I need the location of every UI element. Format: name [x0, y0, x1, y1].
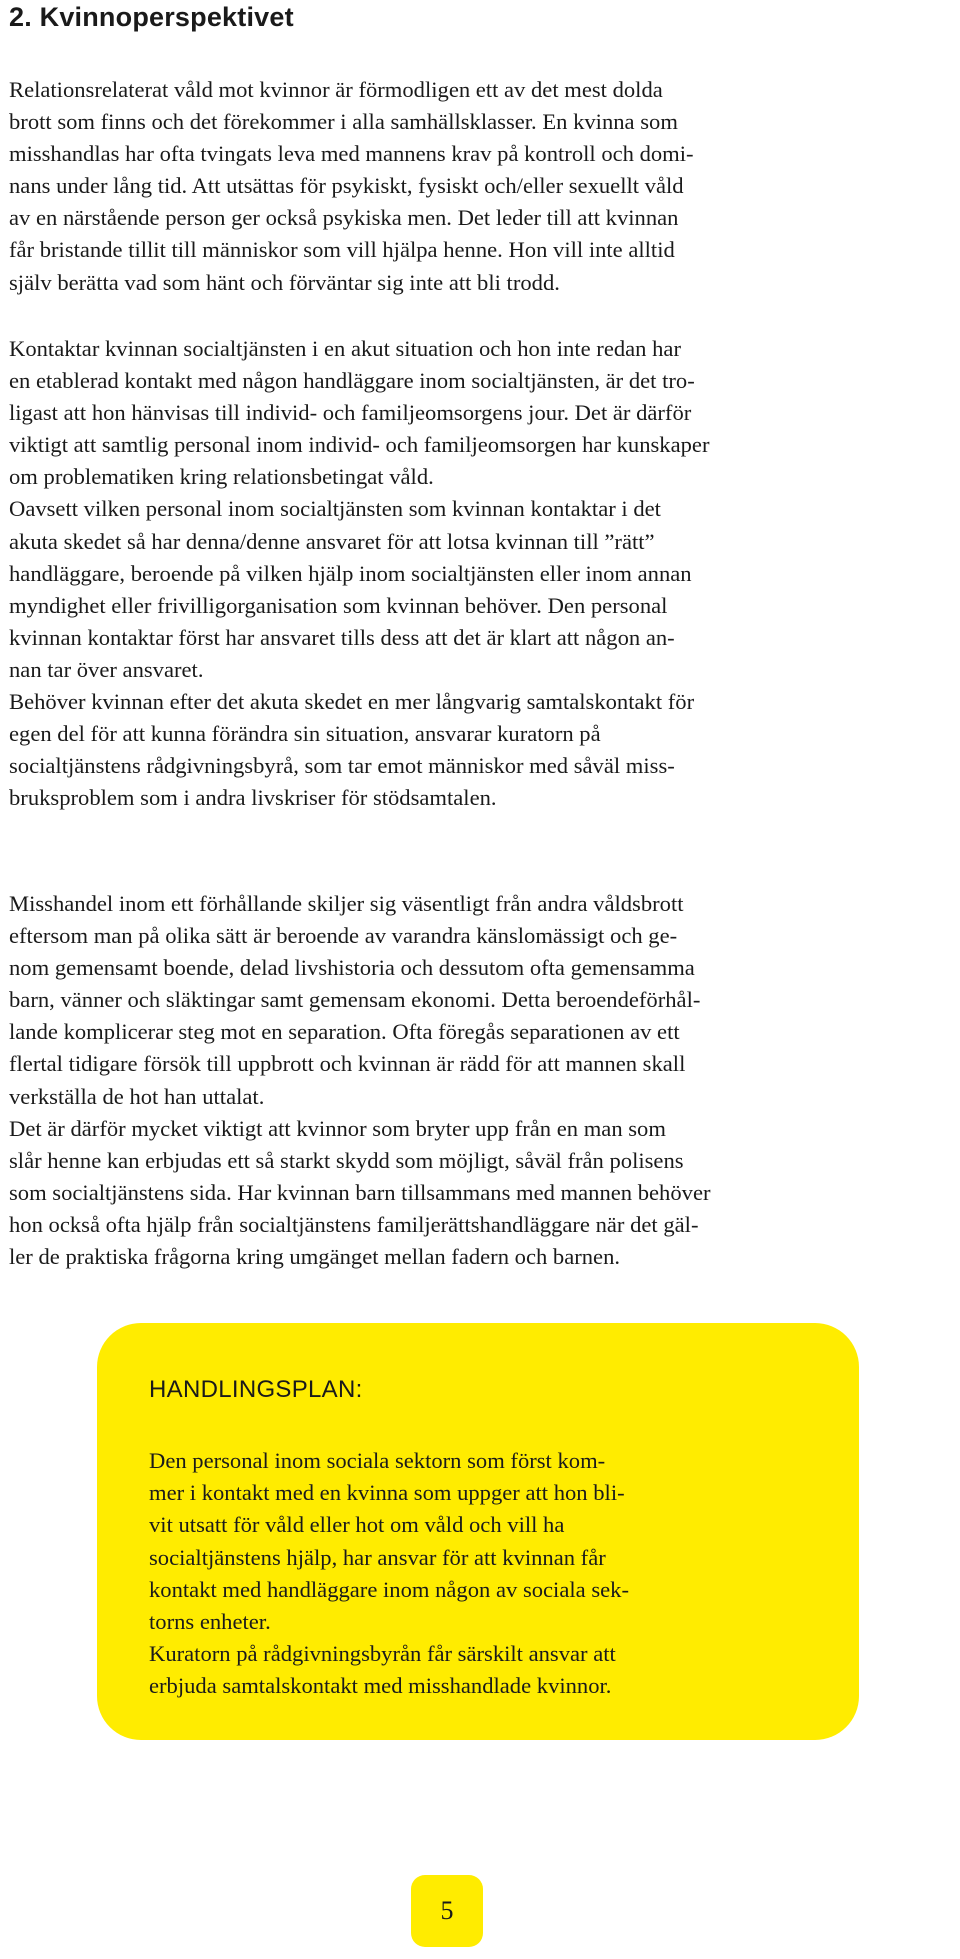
text-line: handläggare, beroende på vilken hjälp inom socialtjänsten eller inom annan	[9, 560, 692, 586]
text-line: nans under lång tid. Att utsättas för psykiskt, fysiskt och/eller sexuellt våld	[9, 173, 684, 199]
paragraph	[9, 686, 959, 814]
action-plan-title: HANDLINGSPLAN:	[149, 1376, 363, 1403]
text-line: kvinnan kontaktar först har ansvaret tills dess att det är klart att någon an-	[9, 624, 675, 650]
text-line: bruksproblem som i andra livskriser för stödsamtalen.	[9, 785, 497, 811]
text-line: Det är därför mycket viktigt att kvinnor som bryter upp från en man som	[9, 1115, 666, 1141]
paragraph	[149, 1638, 829, 1702]
text-line: Kontaktar kvinnan socialtjänsten i en akut situation och hon inte redan har	[9, 336, 681, 361]
text-line: socialtjänstens rådgivningsbyrå, som tar emot människor med såväl miss-	[9, 753, 675, 779]
text-line: får bristande tillit till människor som vill hjälpa henne. Hon vill inte alltid	[9, 237, 675, 263]
text-line: om problematiken kring relationsbetingat våld.	[9, 464, 434, 490]
paragraph	[149, 1445, 829, 1638]
paragraph	[9, 333, 959, 493]
text-line: torns enheter.	[149, 1609, 271, 1635]
text-line: ler de praktiska frågorna kring umgänget mellan fadern och barnen.	[9, 1244, 621, 1270]
text-line: vit utsatt för våld eller hot om våld och vill ha	[149, 1512, 565, 1538]
text-line: Oavsett vilken personal inom socialtjänsten som kvinnan kontaktar i det	[9, 496, 661, 522]
text-line: kontakt med handläggare inom någon av sociala sek-	[149, 1576, 629, 1602]
text-line: slår henne kan erbjudas ett så starkt skydd som möjligt, såväl från polisens	[9, 1147, 684, 1173]
section-socialtjansten-text	[9, 333, 959, 814]
text-line: Kuratorn på rådgivningsbyrån får särskilt ansvar att	[149, 1641, 616, 1667]
text-line: misshandlas har ofta tvingats leva med mannens krav på kontroll och domi-	[9, 141, 694, 167]
text-line: erbjuda samtalskontakt med misshandlade kvinnor.	[149, 1673, 612, 1699]
section-misshandel-text	[9, 888, 959, 1273]
text-line: verkställa de hot han uttalat.	[9, 1083, 265, 1109]
text-line: som socialtjänstens sida. Har kvinnan barn tillsammans med mannen behöver	[9, 1179, 711, 1205]
text-line: viktigt att samtlig personal inom individ- och familjeomsorgen har kunskaper	[9, 432, 710, 458]
text-line: myndighet eller frivilligorganisation som kvinnan behöver. Den personal	[9, 592, 668, 618]
text-line: brott som finns och det förekommer i alla samhällsklasser. En kvinna som	[9, 109, 678, 135]
paragraph	[9, 1113, 959, 1273]
text-line: av en närstående person ger också psykiska men. Det leder till att kvinnan	[9, 205, 679, 231]
text-line: Den personal inom sociala sektorn som först kom-	[149, 1448, 606, 1473]
text-line: Misshandel inom ett förhållande skiljer sig väsentligt från andra våldsbrott	[9, 891, 684, 916]
action-plan-text	[149, 1445, 829, 1703]
text-line: mer i kontakt med en kvinna som uppger att hon bli-	[149, 1480, 625, 1506]
text-line: ligast att hon hänvisas till individ- och familjeomsorgens jour. Det är därför	[9, 400, 692, 426]
section-heading: 2. Kvinnoperspektivet	[9, 2, 294, 32]
text-line: Behöver kvinnan efter det akuta skedet en mer långvarig samtalskontakt för	[9, 689, 695, 715]
paragraph	[9, 493, 959, 686]
page-number: 5	[440, 1896, 454, 1925]
text-line: lande komplicerar steg mot en separation. Ofta föregås separationen av ett	[9, 1019, 680, 1045]
text-line: en etablerad kontakt med någon handläggare inom socialtjänsten, är det tro-	[9, 368, 695, 394]
text-line: nan tar över ansvaret.	[9, 656, 204, 682]
text-line: hon också ofta hjälp från socialtjänstens familjerättshandläggare när det gäl-	[9, 1211, 699, 1237]
text-line: nom gemensamt boende, delad livshistoria och dessutom ofta gemensamma	[9, 955, 695, 981]
text-line: socialtjänstens hjälp, har ansvar för att kvinnan får	[149, 1544, 606, 1570]
text-line: akuta skedet så har denna/denne ansvaret för att lotsa kvinnan till ”rätt”	[9, 528, 655, 554]
page-number-badge	[411, 1875, 483, 1947]
text-line: Relationsrelaterat våld mot kvinnor är förmodligen ett av det mest dolda	[9, 77, 663, 102]
text-line: själv berätta vad som hänt och förväntar sig inte att bli trodd.	[9, 269, 560, 295]
paragraph	[9, 74, 959, 299]
action-plan-box	[97, 1323, 859, 1740]
text-line: egen del för att kunna förändra sin situation, ansvarar kuratorn på	[9, 721, 601, 747]
section-intro-text	[9, 74, 959, 299]
paragraph	[9, 888, 959, 1113]
text-line: barn, vänner och släktingar samt gemensam ekonomi. Detta beroendeförhål-	[9, 987, 701, 1013]
text-line: eftersom man på olika sätt är beroende av varandra känslomässigt och ge-	[9, 923, 678, 949]
text-line: flertal tidigare försök till uppbrott och kvinnan är rädd för att mannen skall	[9, 1051, 686, 1077]
